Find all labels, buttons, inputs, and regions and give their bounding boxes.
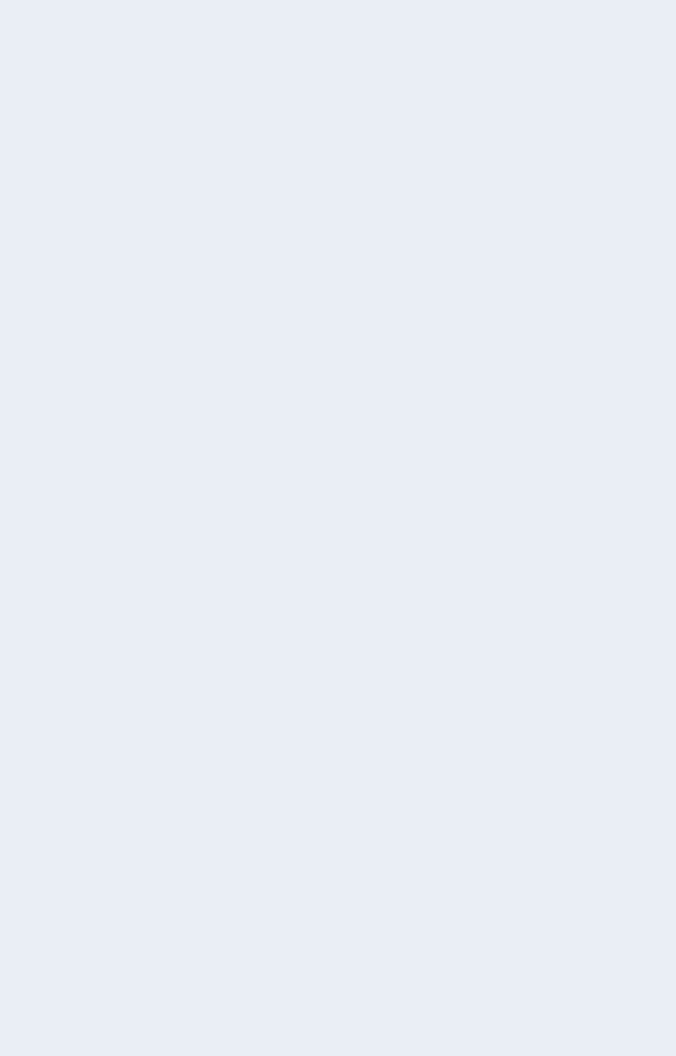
page-header [0,0,676,58]
